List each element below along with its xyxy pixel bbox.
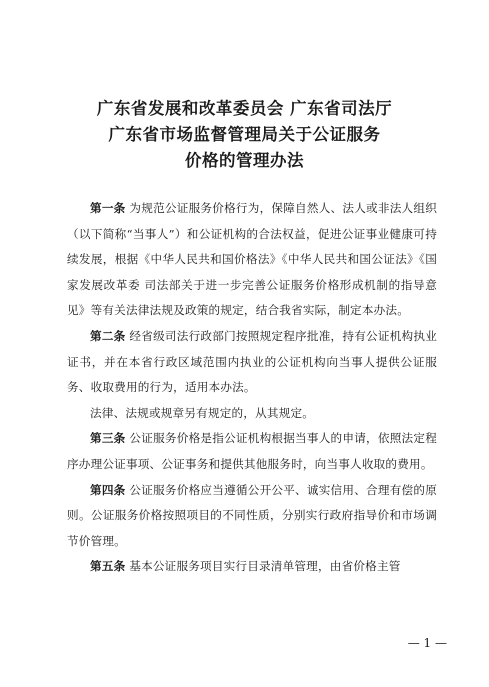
article-number: 第二条 — [90, 328, 126, 343]
article-number: 第三条 — [90, 431, 126, 446]
article-5-paragraph — [67, 554, 437, 580]
article-text: 公证服务价格应当遵循公开公平、诚实信用、合理有偿的原则。公证服务价格按照项目的不同性质，分别实行政府指导价和市场调节价管理。 — [67, 482, 437, 548]
title-line-3: 价格的管理办法 — [185, 151, 304, 170]
article-text: 公证服务价格是指公证机构根据当事人的申请，依照法定程序办理公证事项、公证事务和提供其他服务时，向当事人收取的费用。 — [67, 431, 437, 471]
article-text: 法律、法规或规章另有规定的，从其规定。 — [90, 405, 315, 420]
document-title — [0, 96, 489, 174]
article-1-paragraph — [67, 196, 437, 324]
title-line-2: 广东省市场监督管理局关于公证服务 — [108, 125, 381, 144]
article-text: 基本公证服务项目实行目录清单管理，由省价格主管 — [125, 559, 401, 574]
title-line-1: 广东省发展和改革委员会 广东省司法厅 — [96, 99, 393, 118]
article-number: 第一条 — [90, 201, 126, 215]
article-4-paragraph — [67, 478, 437, 555]
article-text: 为规范公证服务价格行为，保障自然人、法人或非法人组织（以下简称“当事人”）和公证机构的合法权益，促进公证事业健康可持续发展，根据《中华人民共和国价格法》《中华人民共和国公证法》《国家发展改革委 司法部关于进一步完善公证服务价格形成机制的指导意见》等有关法律法规及政策的规定，结合我省实际，制定本办法。 — [67, 201, 437, 318]
article-2-paragraph — [67, 324, 437, 401]
document-body — [67, 196, 437, 580]
article-number: 第四条 — [90, 482, 126, 497]
article-2-supplement-paragraph — [67, 401, 437, 427]
page-number: — 1 — — [407, 636, 447, 650]
article-text: 经省级司法行政部门按照规定程序批准，持有公证机构执业证书，并在本省行政区域范围内执业的公证机构向当事人提供公证服务、收取费用的行为，适用本办法。 — [67, 328, 437, 395]
article-number: 第五条 — [90, 559, 126, 574]
article-3-paragraph — [67, 426, 437, 477]
